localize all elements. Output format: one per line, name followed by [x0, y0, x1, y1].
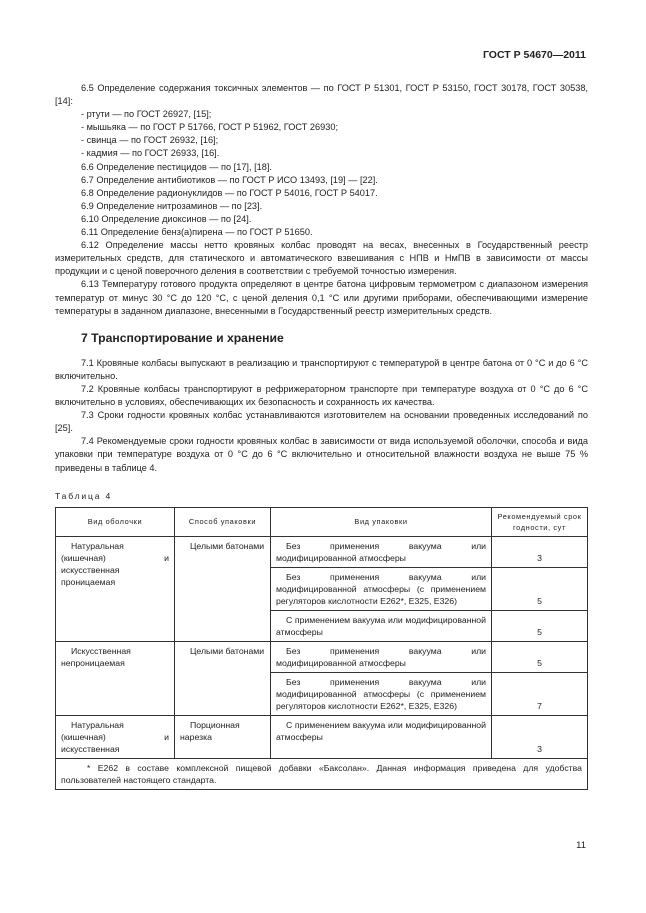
cell-package-type: Без применения вакуума или модифицированной атмосферы (с применением регуляторов кислотности Е262*, Е325, Е326) [271, 672, 492, 715]
table-body [56, 536, 588, 789]
paragraph: - мышьяка — по ГОСТ Р 51766, ГОСТ Р 51962, ГОСТ 26930; [81, 122, 338, 133]
header-casing: Вид оболочки [56, 507, 175, 536]
document-header: ГОСТ Р 54670—2011 [482, 49, 586, 61]
paragraph: 7.1 Кровяные колбасы выпускают в реализацию и транспортируют с температурой в центре батона от 0 °С и до 6 °С включительно. [55, 357, 588, 381]
table-footnote: * Е262 в составе комплексной пищевой добавки «Баксолан». Данная информация приведена для удобства пользователей настоящего стандарта. [56, 758, 588, 789]
cell-shelf-life: 5 [492, 567, 588, 610]
table-row [56, 641, 588, 672]
paragraph: 6.5 Определение содержания токсичных элементов — по ГОСТ Р 51301, ГОСТ Р 53150, ГОСТ 30178, ГОСТ 30538, [14]: [55, 83, 588, 107]
cell-method: Целыми батонами [175, 641, 271, 715]
cell-casing: Искусственная непроницаемая [56, 641, 175, 715]
cell-casing: Натуральная (кишечная) и искусственная [56, 715, 175, 758]
cell-shelf-life: 5 [492, 610, 588, 641]
cell-package-type: Без применения вакуума или модифицированной атмосферы (с применением регуляторов кислотности Е262*, Е325, Е326) [271, 567, 492, 610]
shelf-life-table [55, 507, 588, 790]
paragraph: 7.2 Кровяные колбасы транспортируют в рефрижераторном транспорте при температуре воздуха от 0 °С до 6 °С включительно в условиях, обеспечивающих их безопасность и сохранность их качества. [55, 383, 588, 408]
header-package-type: Вид упаковки [271, 507, 492, 536]
cell-package-type: С применением вакуума или модифицированной атмосферы [271, 610, 492, 641]
table-footnote-row [56, 758, 588, 789]
table-header-row [56, 507, 588, 536]
page-number: 11 [576, 840, 586, 851]
table-caption: Таблица 4 [55, 490, 113, 501]
paragraph: 7.4 Рекомендуемые сроки годности кровяных колбас в зависимости от вида используемой оболочки, способа и вида упаковки при температуре воздуха от 0 °С до 6 °С включительно и относительной влажности воздуха не выше 75 % приведены в таблице 4. [55, 436, 588, 473]
paragraph: 7.3 Сроки годности кровяных колбас устанавливаются изготовителем на основании проведенных исследований по [25]. [55, 410, 588, 434]
paragraph: 6.9 Определение нитрозаминов — по [23]. [81, 200, 263, 211]
paragraph: - ртути — по ГОСТ 26927, [15]; [81, 109, 212, 120]
paragraph: - свинца — по ГОСТ 26932, [16]; [81, 135, 219, 146]
cell-shelf-life: 3 [492, 715, 588, 758]
section-6-paragraphs [55, 82, 588, 318]
cell-package-type: Без применения вакуума или модифицированной атмосферы [271, 641, 492, 672]
cell-shelf-life: 5 [492, 641, 588, 672]
table-row [56, 536, 588, 567]
table-row [56, 715, 588, 758]
section-title: 7 Транспортирование и хранение [81, 330, 284, 345]
paragraph: 6.10 Определение диоксинов — по [24]. [81, 213, 252, 224]
cell-method: Целыми батонами [175, 536, 271, 641]
paragraph: 6.12 Определение массы нетто кровяных колбас проводят на весах, внесенных в Государственный реестр измерительных средств, для статического и автоматического взвешивания с НПВ и НмПВ в зависимости от массы продукции и с ценой поверочного деления в соответствии с требуемой точностью измерения. [55, 240, 588, 277]
header-shelf-life: Рекомендуемый срок годности, сут [492, 507, 588, 536]
paragraph: 6.13 Температуру готового продукта определяют в центре батона цифровым термометром с диапазоном измерения температур от минус 30 °С до 120 °С, с ценой деления 0,1 °С или другими приборами, обеспечивающими измерение температуры в заданном диапазоне, внесенными в Государственный реестр измерительных средств. [55, 279, 588, 316]
paragraph: 6.7 Определение антибиотиков — по ГОСТ Р ИСО 13493, [19] — [22]. [81, 174, 378, 185]
section-7-paragraphs [55, 357, 588, 475]
page-content [55, 82, 588, 790]
header-method: Способ упаковки [175, 507, 271, 536]
paragraph: 6.8 Определение радионуклидов — по ГОСТ Р 54016, ГОСТ Р 54017. [81, 187, 378, 198]
cell-shelf-life: 7 [492, 672, 588, 715]
paragraph: 6.6 Определение пестицидов — по [17], [18]. [81, 161, 272, 172]
cell-package-type: С применением вакуума или модифицированной атмосферы [271, 715, 492, 758]
cell-package-type: Без применения вакуума или модифицированной атмосферы [271, 536, 492, 567]
cell-casing: Натуральная (кишечная) и искусственная проницаемая [56, 536, 175, 641]
paragraph: - кадмия — по ГОСТ 26933, [16]. [81, 148, 220, 159]
paragraph: 6.11 Определение бенз(а)пирена — по ГОСТ Р 51650. [81, 227, 313, 238]
cell-method: Порционная нарезка [175, 715, 271, 758]
cell-shelf-life: 3 [492, 536, 588, 567]
